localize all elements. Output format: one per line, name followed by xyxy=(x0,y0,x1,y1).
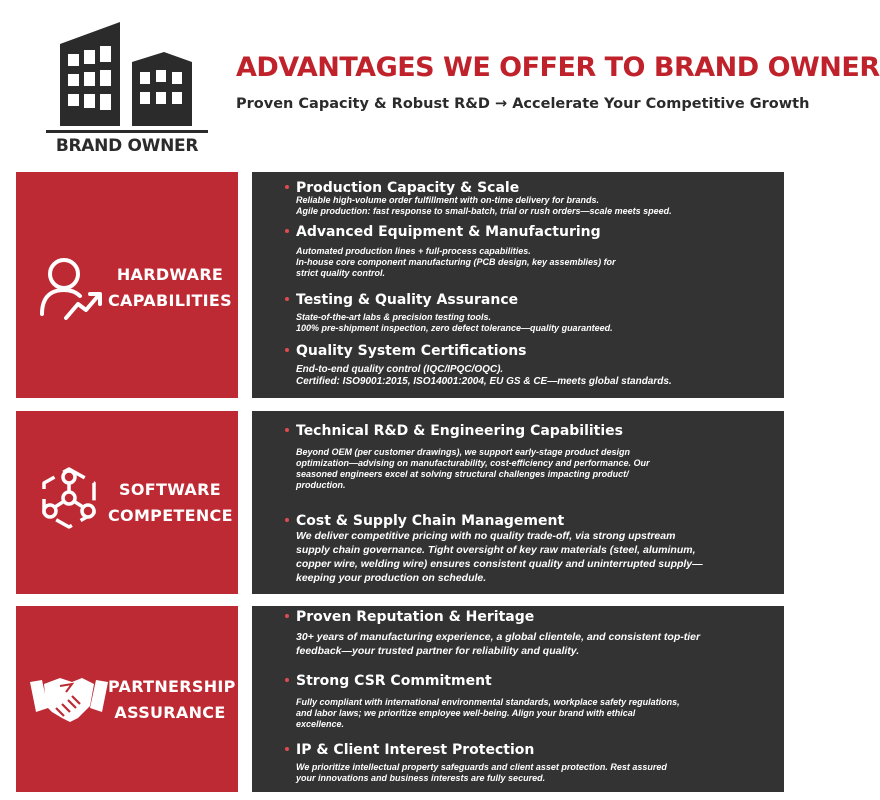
item-title: IP & Client Interest Protection xyxy=(296,742,535,758)
item-description: We deliver competitive pricing with no quality trade-off, via strong upstream supply chain governance. Tight oversight of key raw materials (steel, aluminum, copper wire, welding wire) ensures consistent quality and uninterrupted supply— keeping your production on schedule. xyxy=(296,530,703,584)
section-software xyxy=(16,411,784,594)
item-title: Proven Reputation & Heritage xyxy=(296,609,535,625)
item-title: Technical R&D & Engineering Capabilities xyxy=(296,423,624,439)
item-title: Advanced Equipment & Manufacturing xyxy=(296,224,601,240)
item-title: Testing & Quality Assurance xyxy=(296,292,519,308)
person-growth-icon xyxy=(36,252,106,324)
section-label-panel xyxy=(16,172,238,398)
item-description: State-of-the-art labs & precision testing tools. 100% pre-shipment inspection, zero defect tolerance—quality guaranteed. xyxy=(296,312,613,333)
section-content-panel xyxy=(252,411,784,594)
item-description: We prioritize intellectual property safeguards and client asset protection. Rest assured your innovations and business interests are fully secured. xyxy=(296,762,667,783)
item-title: Strong CSR Commitment xyxy=(296,673,492,689)
section-content-panel xyxy=(252,172,784,398)
bullet-icon xyxy=(285,678,289,682)
item-description: 30+ years of manufacturing experience, a global clientele, and consistent top-tier feedback—your trusted partner for reliability and quality. xyxy=(296,631,701,657)
section-label: HARDWARE CAPABILITIES xyxy=(108,265,232,310)
bullet-icon xyxy=(285,614,289,618)
bullet-icon xyxy=(285,348,289,352)
section-hardware xyxy=(16,172,784,398)
section-label: SOFTWARE COMPETENCE xyxy=(108,480,233,525)
brand-owner-logo xyxy=(42,14,212,164)
section-content-panel xyxy=(252,606,784,792)
item-title: Production Capacity & Scale xyxy=(296,180,520,196)
section-label-panel xyxy=(16,606,238,792)
section-label-panel xyxy=(16,411,238,594)
bullet-icon xyxy=(285,185,289,189)
item-description: Automated production lines + full-process capabilities. In-house core component manufacturing (PCB design, key assemblies) for strict quality control. xyxy=(296,246,616,278)
bullet-icon xyxy=(285,747,289,751)
page-subtitle: Proven Capacity & Robust R&D → Accelerate Your Competitive Growth xyxy=(236,96,810,112)
bullet-icon xyxy=(285,518,289,522)
section-label: PARTNERSHIP ASSURANCE xyxy=(108,677,236,722)
bullet-icon xyxy=(285,428,289,432)
bullet-icon xyxy=(285,229,289,233)
network-hexagon-icon xyxy=(36,465,102,531)
item-description: End-to-end quality control (IQC/IPQC/OQC). Certified: ISO9001:2015, ISO14001:2004, EU GS & CE—meets global standards. xyxy=(296,364,672,387)
bullet-icon xyxy=(285,297,289,301)
item-description: Fully compliant with international environmental standards, workplace safety regulations, and labor laws; we prioritize employee well-being. Align your brand with ethical excellence. xyxy=(296,697,680,729)
handshake-icon xyxy=(26,672,112,726)
buildings-icon xyxy=(42,14,212,139)
item-title: Quality System Certifications xyxy=(296,343,527,359)
item-description: Beyond OEM (per customer drawings), we support early-stage product design optimization—advising on manufacturability, cost-efficiency and performance. Our seasoned engineers excel at solving structural challenges impacting product/ production. xyxy=(296,447,650,490)
logo-label: BRAND OWNER xyxy=(55,136,199,156)
item-title: Cost & Supply Chain Management xyxy=(296,513,565,529)
item-description: Reliable high-volume order fulfillment with on-time delivery for brands. Agile production: fast response to small-batch, trial or rush orders—scale meets speed. xyxy=(296,195,672,216)
section-partnership xyxy=(16,606,784,792)
page-title: ADVANTAGES WE OFFER TO BRAND OWNER xyxy=(236,52,880,83)
